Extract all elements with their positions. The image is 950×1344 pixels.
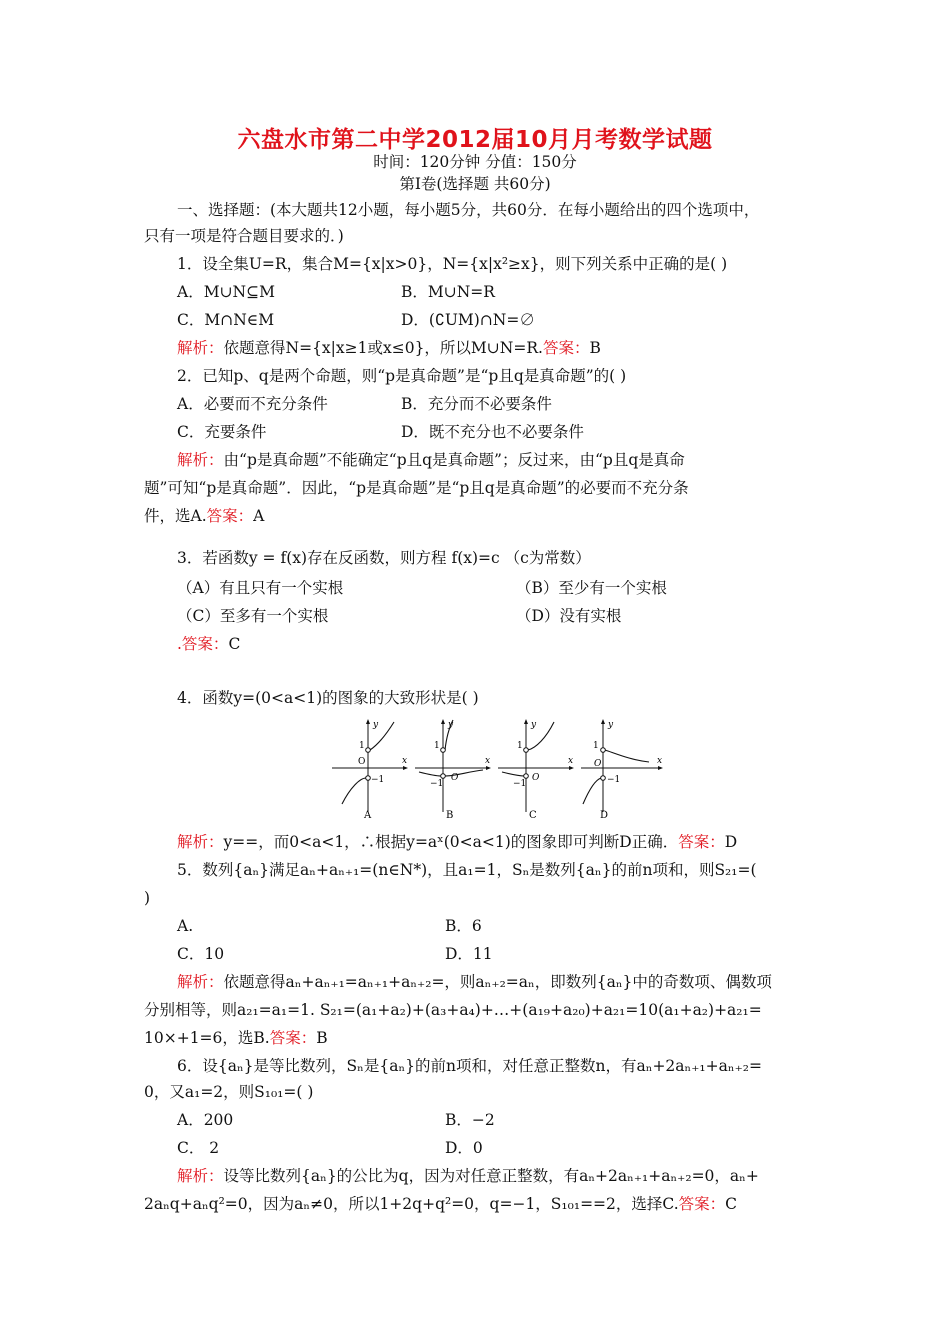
- q2-option-a: A．必要而不充分条件: [177, 395, 328, 413]
- y-axis-label: y: [373, 720, 379, 730]
- q6-option-d: D．0: [445, 1139, 483, 1157]
- q5-jiexi-l3: 10×+1=6，选B.: [144, 1029, 270, 1047]
- q3-stem: 3．若函数y = f(x)存在反函数，则方程 f(x)=c （c为常数）: [177, 549, 591, 567]
- q4-graph-d: [579, 716, 669, 820]
- q3-answer: C: [228, 635, 241, 653]
- q1-option-a: A．M∪N⊆M: [177, 283, 275, 301]
- graph-letter-c: C: [529, 810, 537, 820]
- q2-option-d: D．既不充分也不必要条件: [401, 423, 584, 441]
- q4-answer: D: [724, 833, 738, 851]
- q6-stem-1: 6．设{aₙ}是等比数列，Sₙ是{aₙ}的前n项和，对任意正整数n，有aₙ+2aₙ₊₁+aₙ₊₂=: [177, 1057, 762, 1075]
- part-one-heading: 第Ⅰ卷(选择题 共60分): [399, 175, 551, 193]
- tick-neg-one: −1: [513, 779, 527, 789]
- q1-answer-label: 答案：: [542, 339, 590, 357]
- graph-letter-b: B: [446, 810, 454, 820]
- q6-analysis-2: [144, 1194, 737, 1214]
- q1-answer: B: [589, 339, 601, 357]
- exam-title: 六盘水市第二中学2012届10月月考数学试题: [237, 127, 713, 153]
- x-axis-label: x: [568, 756, 574, 766]
- q2-analysis-2: 题”可知“p是真命题”．因此，“p是真命题”是“p且q是真命题”的必要而不充分条: [144, 479, 689, 497]
- q5-option-a: A.: [177, 917, 194, 935]
- x-axis-label: x: [402, 756, 408, 766]
- q6-option-b: B．−2: [445, 1111, 495, 1129]
- q2-option-c: C．充要条件: [177, 423, 267, 441]
- tick-one: 1: [517, 741, 523, 751]
- origin-label: O: [532, 773, 540, 783]
- q1-option-c: C．M∩N∈M: [177, 311, 275, 329]
- q6-jiexi-l2: 2aₙq+aₙq²=0，因为aₙ≠0，所以1+2q+q²=0，q=−1，S₁₀₁==2，选择C.: [144, 1195, 679, 1213]
- section-instructions-1: 一、选择题：(本大题共12小题，每小题5分，共60分．在每小题给出的四个选项中，: [177, 201, 760, 219]
- q4-jiexi-label: 解析：: [177, 833, 224, 851]
- q6-jiexi-l1: 设等比数列{aₙ}的公比为q，因为对任意正整数，有aₙ+2aₙ₊₁+aₙ₊₂=0，aₙ+: [223, 1167, 759, 1185]
- q4-graph-a: [330, 716, 414, 820]
- q5-jiexi-label: 解析：: [177, 973, 224, 991]
- y-axis-label: y: [531, 720, 537, 730]
- y-axis-label: y: [608, 720, 614, 730]
- q2-stem: 2．已知p、q是两个命题，则“p是真命题”是“p且q是真命题”的( ): [177, 367, 627, 385]
- q5-analysis-2: 分别相等，则a₂₁=a₁=1. S₂₁=(a₁+a₂)+(a₃+a₄)+…+(a₁₉+a₂₀)+a₂₁=10(a₁+a₂)+a₂₁=: [144, 1001, 762, 1019]
- q3-answer-label: .答案：: [177, 635, 229, 653]
- q6-answer-label: 答案：: [678, 1195, 726, 1213]
- q1-stem: 1．设全集U=R，集合M={x|x>0}，N={x|x²≥x}，则下列关系中正确的是( ): [177, 255, 728, 273]
- q2-analysis-1: [177, 450, 685, 470]
- q2-jiexi-l3: 件，选A.: [144, 507, 207, 525]
- section-instructions-2: 只有一项是符合题目要求的．): [144, 227, 344, 245]
- q2-answer: A: [253, 507, 265, 525]
- y-axis-label: y: [448, 720, 454, 730]
- q6-analysis-1: [177, 1166, 759, 1186]
- origin-label: O: [451, 773, 459, 783]
- q2-option-b: B．充分而不必要条件: [401, 395, 552, 413]
- origin-label: O: [594, 759, 602, 769]
- q5-stem-1: 5．数列{aₙ}满足aₙ+aₙ₊₁=(n∈N*)，且a₁=1，Sₙ是数列{aₙ}的前n项和，则S₂₁=(: [177, 861, 757, 879]
- q1-option-d: D．(∁UM)∩N=∅: [401, 311, 535, 329]
- q3-option-b: （B）至少有一个实根: [516, 579, 667, 597]
- tick-one: 1: [434, 741, 440, 751]
- q5-option-b: B．6: [445, 917, 482, 935]
- graph-letter-a: A: [364, 810, 372, 820]
- q5-jiexi-l1: 依题意得aₙ+aₙ₊₁=aₙ₊₁+aₙ₊₂=，则aₙ₊₂=aₙ，即数列{aₙ}中的奇数项、偶数项: [223, 973, 772, 991]
- q4-graph-b: [413, 716, 497, 820]
- q6-jiexi-label: 解析：: [177, 1167, 224, 1185]
- q2-jiexi-label: 解析：: [177, 451, 224, 469]
- q6-option-a: A．200: [177, 1111, 234, 1129]
- tick-neg-one: −1: [607, 775, 621, 785]
- q1-analysis: [177, 338, 601, 358]
- q5-option-d: D．11: [445, 945, 493, 963]
- q4-jiexi-text: y==，而0<a<1，∴根据y=aˣ(0<a<1)的图象即可判断D正确．: [223, 833, 679, 851]
- q1-jiexi-text: 依题意得N={x|x≥1或x≤0}，所以M∪N=R.: [223, 339, 543, 357]
- q4-answer-label: 答案：: [678, 833, 725, 851]
- tick-one: 1: [359, 741, 365, 751]
- tick-neg-one: −1: [430, 779, 444, 789]
- graph-letter-d: D: [600, 810, 609, 820]
- q6-answer: C: [725, 1195, 738, 1213]
- x-axis-label: x: [485, 756, 491, 766]
- q4-graph-c: [496, 716, 580, 820]
- q6-option-c: C． 2: [177, 1139, 220, 1157]
- q5-stem-2: ): [144, 889, 151, 907]
- origin-label: O: [358, 757, 366, 767]
- q4-analysis: [177, 832, 737, 852]
- q6-stem-2: 0，又a₁=2，则S₁₀₁=( ): [144, 1083, 314, 1101]
- x-axis-label: x: [657, 756, 663, 766]
- q5-answer: B: [316, 1029, 328, 1047]
- q5-analysis-3: [144, 1028, 328, 1048]
- q3-option-c: （C）至多有一个实根: [177, 607, 329, 625]
- q3-option-d: （D）没有实根: [516, 607, 622, 625]
- tick-one: 1: [593, 741, 599, 751]
- q4-stem: 4．函数y=(0<a<1)的图象的大致形状是( ): [177, 689, 479, 707]
- q3-answer-line: [177, 634, 240, 654]
- tick-neg-one: −1: [371, 775, 385, 785]
- q5-answer-label: 答案：: [269, 1029, 317, 1047]
- time-score: 时间：120分钟 分值：150分: [373, 153, 577, 171]
- q3-option-a: （A）有且只有一个实根: [177, 579, 344, 597]
- q1-jiexi-label: 解析：: [177, 339, 224, 357]
- q2-analysis-3: [144, 506, 264, 526]
- q2-jiexi-l1: 由“p是真命题”不能确定“p且q是真命题”；反过来，由“p且q是真命: [223, 451, 685, 469]
- q2-answer-label: 答案：: [206, 507, 254, 525]
- q5-option-c: C．10: [177, 945, 225, 963]
- q1-option-b: B．M∪N=R: [401, 283, 495, 301]
- q5-analysis-1: [177, 972, 772, 992]
